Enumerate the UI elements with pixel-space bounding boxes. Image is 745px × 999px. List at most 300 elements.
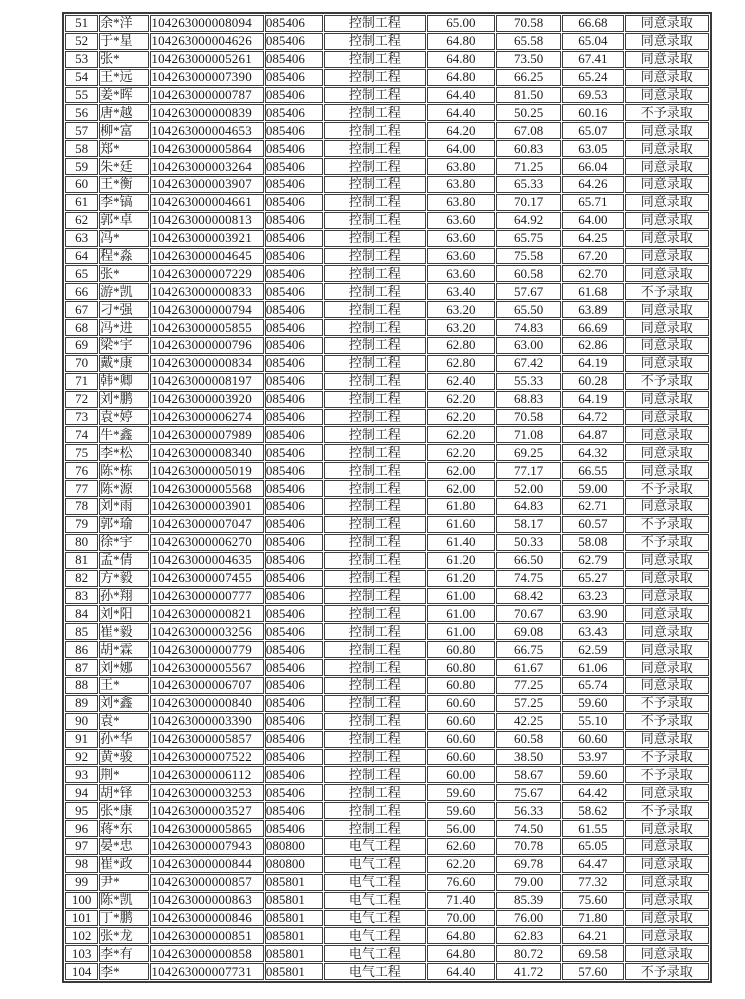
cell-candidate-name: 郭*卓 xyxy=(99,212,149,229)
table-row xyxy=(65,373,709,390)
cell-score-2: 55.33 xyxy=(496,373,561,390)
cell-row-number: 59 xyxy=(65,158,98,175)
cell-candidate-name: 梁*宇 xyxy=(99,337,149,354)
cell-major-code: 085406 xyxy=(265,355,323,372)
table-row xyxy=(65,498,709,515)
cell-score-2: 74.75 xyxy=(496,570,561,587)
cell-exam-id: 104263000000844 xyxy=(150,856,264,873)
cell-score-3: 57.60 xyxy=(562,963,623,980)
cell-row-number: 73 xyxy=(65,409,98,426)
cell-score-1: 60.80 xyxy=(427,677,495,694)
cell-score-3: 66.04 xyxy=(562,158,623,175)
cell-exam-id: 104263000007522 xyxy=(150,749,264,766)
cell-score-3: 63.90 xyxy=(562,605,623,622)
cell-major-code: 085406 xyxy=(265,373,323,390)
cell-score-3: 64.72 xyxy=(562,409,623,426)
table-row xyxy=(65,337,709,354)
cell-score-1: 61.00 xyxy=(427,588,495,605)
cell-candidate-name: 蒋*东 xyxy=(99,820,149,837)
cell-candidate-name: 方*毅 xyxy=(99,570,149,587)
cell-major-name: 控制工程 xyxy=(324,588,425,605)
cell-decision: 同意录取 xyxy=(625,355,709,372)
table-row xyxy=(65,588,709,605)
cell-score-1: 62.20 xyxy=(427,444,495,461)
cell-score-3: 62.86 xyxy=(562,337,623,354)
cell-score-1: 63.60 xyxy=(427,248,495,265)
cell-major-name: 控制工程 xyxy=(324,623,425,640)
cell-score-1: 62.20 xyxy=(427,391,495,408)
cell-exam-id: 104263000005857 xyxy=(150,731,264,748)
cell-candidate-name: 陈*源 xyxy=(99,480,149,497)
table-row xyxy=(65,194,709,211)
cell-score-3: 65.07 xyxy=(562,122,623,139)
cell-score-1: 60.80 xyxy=(427,641,495,658)
cell-candidate-name: 荆* xyxy=(99,766,149,783)
cell-score-2: 71.25 xyxy=(496,158,561,175)
cell-major-name: 控制工程 xyxy=(324,749,425,766)
cell-score-2: 41.72 xyxy=(496,963,561,980)
cell-score-3: 59.00 xyxy=(562,480,623,497)
cell-candidate-name: 刁*强 xyxy=(99,301,149,318)
cell-major-code: 085406 xyxy=(265,426,323,443)
cell-major-code: 085406 xyxy=(265,283,323,300)
table-row xyxy=(65,874,709,891)
table-row xyxy=(65,391,709,408)
cell-row-number: 72 xyxy=(65,391,98,408)
cell-row-number: 62 xyxy=(65,212,98,229)
cell-major-name: 控制工程 xyxy=(324,409,425,426)
cell-major-name: 控制工程 xyxy=(324,570,425,587)
cell-major-code: 085406 xyxy=(265,176,323,193)
cell-decision: 不予录取 xyxy=(625,373,709,390)
cell-row-number: 92 xyxy=(65,749,98,766)
cell-score-1: 63.80 xyxy=(427,176,495,193)
cell-exam-id: 104263000000813 xyxy=(150,212,264,229)
cell-major-name: 电气工程 xyxy=(324,838,425,855)
cell-score-1: 60.60 xyxy=(427,749,495,766)
cell-score-2: 70.58 xyxy=(496,15,561,32)
table-row xyxy=(65,910,709,927)
cell-exam-id: 104263000005019 xyxy=(150,462,264,479)
cell-decision: 同意录取 xyxy=(625,426,709,443)
cell-major-name: 控制工程 xyxy=(324,319,425,336)
cell-row-number: 96 xyxy=(65,820,98,837)
cell-candidate-name: 刘*娜 xyxy=(99,659,149,676)
cell-major-name: 控制工程 xyxy=(324,33,425,50)
cell-score-2: 70.58 xyxy=(496,409,561,426)
cell-candidate-name: 朱*廷 xyxy=(99,158,149,175)
cell-score-1: 64.20 xyxy=(427,122,495,139)
cell-decision: 同意录取 xyxy=(625,641,709,658)
cell-score-1: 62.80 xyxy=(427,337,495,354)
cell-candidate-name: 胡*铎 xyxy=(99,784,149,801)
cell-major-name: 电气工程 xyxy=(324,945,425,962)
cell-score-1: 76.60 xyxy=(427,874,495,891)
table-row xyxy=(65,140,709,157)
cell-decision: 同意录取 xyxy=(625,33,709,50)
cell-decision: 同意录取 xyxy=(625,784,709,801)
cell-exam-id: 104263000000794 xyxy=(150,301,264,318)
cell-score-3: 63.89 xyxy=(562,301,623,318)
cell-score-2: 69.78 xyxy=(496,856,561,873)
cell-major-name: 电气工程 xyxy=(324,856,425,873)
cell-exam-id: 104263000000777 xyxy=(150,588,264,605)
cell-exam-id: 104263000000834 xyxy=(150,355,264,372)
cell-score-2: 81.50 xyxy=(496,87,561,104)
cell-score-3: 63.23 xyxy=(562,588,623,605)
cell-score-1: 62.20 xyxy=(427,426,495,443)
cell-row-number: 78 xyxy=(65,498,98,515)
table-row xyxy=(65,659,709,676)
cell-candidate-name: 韩*卿 xyxy=(99,373,149,390)
cell-major-code: 085406 xyxy=(265,534,323,551)
cell-score-2: 65.50 xyxy=(496,301,561,318)
cell-major-code: 085406 xyxy=(265,695,323,712)
cell-exam-id: 104263000008340 xyxy=(150,444,264,461)
cell-candidate-name: 陈*凯 xyxy=(99,892,149,909)
table-row xyxy=(65,122,709,139)
cell-score-2: 58.17 xyxy=(496,516,561,533)
cell-decision: 同意录取 xyxy=(625,301,709,318)
cell-score-3: 65.74 xyxy=(562,677,623,694)
cell-major-name: 控制工程 xyxy=(324,158,425,175)
cell-candidate-name: 尹* xyxy=(99,874,149,891)
cell-major-code: 085406 xyxy=(265,713,323,730)
cell-decision: 不予录取 xyxy=(625,480,709,497)
cell-score-2: 68.83 xyxy=(496,391,561,408)
cell-score-2: 64.83 xyxy=(496,498,561,515)
cell-major-code: 085406 xyxy=(265,69,323,86)
cell-major-name: 控制工程 xyxy=(324,713,425,730)
cell-score-2: 76.00 xyxy=(496,910,561,927)
cell-score-1: 61.20 xyxy=(427,570,495,587)
cell-major-code: 085406 xyxy=(265,87,323,104)
cell-score-3: 60.60 xyxy=(562,731,623,748)
cell-score-3: 62.70 xyxy=(562,265,623,282)
table-row xyxy=(65,265,709,282)
cell-row-number: 97 xyxy=(65,838,98,855)
cell-score-1: 62.40 xyxy=(427,373,495,390)
cell-score-2: 68.42 xyxy=(496,588,561,605)
cell-exam-id: 104263000006274 xyxy=(150,409,264,426)
cell-candidate-name: 戴*康 xyxy=(99,355,149,372)
cell-decision: 同意录取 xyxy=(625,820,709,837)
table-row xyxy=(65,677,709,694)
cell-major-name: 控制工程 xyxy=(324,230,425,247)
cell-major-code: 085406 xyxy=(265,194,323,211)
cell-score-3: 59.60 xyxy=(562,695,623,712)
cell-row-number: 60 xyxy=(65,176,98,193)
cell-score-1: 60.00 xyxy=(427,766,495,783)
cell-score-1: 61.80 xyxy=(427,498,495,515)
cell-decision: 不予录取 xyxy=(625,749,709,766)
cell-score-3: 65.24 xyxy=(562,69,623,86)
cell-major-code: 085406 xyxy=(265,623,323,640)
cell-score-2: 65.33 xyxy=(496,176,561,193)
cell-exam-id: 104263000006707 xyxy=(150,677,264,694)
cell-decision: 同意录取 xyxy=(625,927,709,944)
cell-score-1: 61.20 xyxy=(427,552,495,569)
cell-score-1: 62.20 xyxy=(427,856,495,873)
table-row xyxy=(65,283,709,300)
cell-candidate-name: 刘*鹏 xyxy=(99,391,149,408)
cell-score-3: 62.59 xyxy=(562,641,623,658)
cell-exam-id: 104263000005261 xyxy=(150,51,264,68)
cell-major-name: 控制工程 xyxy=(324,301,425,318)
cell-score-1: 63.80 xyxy=(427,158,495,175)
cell-score-2: 60.83 xyxy=(496,140,561,157)
cell-row-number: 56 xyxy=(65,104,98,121)
table-row xyxy=(65,802,709,819)
cell-major-name: 控制工程 xyxy=(324,176,425,193)
cell-major-code: 085801 xyxy=(265,927,323,944)
cell-candidate-name: 刘*鑫 xyxy=(99,695,149,712)
cell-exam-id: 104263000003390 xyxy=(150,713,264,730)
cell-row-number: 104 xyxy=(65,963,98,980)
cell-major-code: 085406 xyxy=(265,588,323,605)
cell-candidate-name: 张* xyxy=(99,265,149,282)
table-row xyxy=(65,927,709,944)
cell-score-3: 69.58 xyxy=(562,945,623,962)
cell-row-number: 76 xyxy=(65,462,98,479)
cell-row-number: 98 xyxy=(65,856,98,873)
table-row xyxy=(65,230,709,247)
cell-decision: 同意录取 xyxy=(625,51,709,68)
cell-score-3: 66.69 xyxy=(562,319,623,336)
cell-major-name: 控制工程 xyxy=(324,731,425,748)
cell-score-1: 65.00 xyxy=(427,15,495,32)
cell-candidate-name: 晏*忠 xyxy=(99,838,149,855)
cell-score-2: 69.25 xyxy=(496,444,561,461)
cell-score-2: 75.67 xyxy=(496,784,561,801)
cell-exam-id: 104263000008197 xyxy=(150,373,264,390)
cell-score-1: 61.00 xyxy=(427,605,495,622)
cell-row-number: 75 xyxy=(65,444,98,461)
cell-score-2: 60.58 xyxy=(496,731,561,748)
cell-score-1: 63.80 xyxy=(427,194,495,211)
cell-candidate-name: 张* xyxy=(99,51,149,68)
cell-decision: 同意录取 xyxy=(625,140,709,157)
cell-major-name: 控制工程 xyxy=(324,194,425,211)
cell-major-name: 控制工程 xyxy=(324,802,425,819)
cell-major-name: 电气工程 xyxy=(324,963,425,980)
cell-major-code: 085406 xyxy=(265,158,323,175)
cell-row-number: 79 xyxy=(65,516,98,533)
cell-score-3: 63.05 xyxy=(562,140,623,157)
cell-score-1: 71.40 xyxy=(427,892,495,909)
cell-major-code: 085801 xyxy=(265,874,323,891)
table-row xyxy=(65,462,709,479)
cell-score-3: 64.19 xyxy=(562,391,623,408)
cell-candidate-name: 李* xyxy=(99,963,149,980)
table-row xyxy=(65,33,709,50)
cell-exam-id: 104263000003527 xyxy=(150,802,264,819)
cell-major-name: 电气工程 xyxy=(324,874,425,891)
cell-row-number: 80 xyxy=(65,534,98,551)
cell-major-name: 控制工程 xyxy=(324,87,425,104)
cell-score-3: 64.19 xyxy=(562,355,623,372)
cell-exam-id: 104263000000840 xyxy=(150,695,264,712)
cell-score-2: 42.25 xyxy=(496,713,561,730)
cell-candidate-name: 孟*倩 xyxy=(99,552,149,569)
cell-major-name: 控制工程 xyxy=(324,659,425,676)
cell-decision: 同意录取 xyxy=(625,248,709,265)
cell-score-1: 60.80 xyxy=(427,659,495,676)
cell-candidate-name: 崔*毅 xyxy=(99,623,149,640)
cell-candidate-name: 程*淼 xyxy=(99,248,149,265)
cell-score-1: 60.60 xyxy=(427,713,495,730)
cell-major-name: 控制工程 xyxy=(324,498,425,515)
cell-score-1: 64.80 xyxy=(427,927,495,944)
cell-candidate-name: 冯*进 xyxy=(99,319,149,336)
cell-decision: 同意录取 xyxy=(625,158,709,175)
cell-score-1: 64.00 xyxy=(427,140,495,157)
cell-score-3: 61.68 xyxy=(562,283,623,300)
cell-score-1: 62.80 xyxy=(427,355,495,372)
cell-major-code: 085801 xyxy=(265,945,323,962)
cell-exam-id: 104263000003921 xyxy=(150,230,264,247)
table-row xyxy=(65,963,709,980)
cell-candidate-name: 刘*阳 xyxy=(99,605,149,622)
cell-score-3: 71.80 xyxy=(562,910,623,927)
cell-exam-id: 104263000006270 xyxy=(150,534,264,551)
cell-decision: 同意录取 xyxy=(625,212,709,229)
cell-row-number: 95 xyxy=(65,802,98,819)
cell-major-name: 控制工程 xyxy=(324,820,425,837)
cell-score-1: 62.20 xyxy=(427,409,495,426)
cell-major-code: 085406 xyxy=(265,766,323,783)
cell-score-2: 74.50 xyxy=(496,820,561,837)
cell-row-number: 57 xyxy=(65,122,98,139)
cell-exam-id: 104263000004661 xyxy=(150,194,264,211)
cell-major-name: 控制工程 xyxy=(324,265,425,282)
cell-decision: 不予录取 xyxy=(625,516,709,533)
cell-major-code: 085406 xyxy=(265,552,323,569)
cell-major-code: 085406 xyxy=(265,15,323,32)
cell-row-number: 67 xyxy=(65,301,98,318)
cell-candidate-name: 柳*富 xyxy=(99,122,149,139)
table-row xyxy=(65,104,709,121)
table-row xyxy=(65,552,709,569)
cell-major-name: 控制工程 xyxy=(324,248,425,265)
cell-candidate-name: 游*凯 xyxy=(99,283,149,300)
cell-candidate-name: 唐*越 xyxy=(99,104,149,121)
cell-score-3: 60.16 xyxy=(562,104,623,121)
cell-major-code: 085406 xyxy=(265,498,323,515)
cell-row-number: 99 xyxy=(65,874,98,891)
cell-major-name: 控制工程 xyxy=(324,373,425,390)
cell-major-code: 085406 xyxy=(265,337,323,354)
cell-major-name: 电气工程 xyxy=(324,910,425,927)
cell-exam-id: 104263000007047 xyxy=(150,516,264,533)
cell-major-name: 控制工程 xyxy=(324,552,425,569)
cell-exam-id: 104263000003253 xyxy=(150,784,264,801)
cell-candidate-name: 陈*栋 xyxy=(99,462,149,479)
cell-decision: 同意录取 xyxy=(625,230,709,247)
cell-major-code: 085406 xyxy=(265,140,323,157)
cell-score-1: 61.00 xyxy=(427,623,495,640)
cell-score-2: 75.58 xyxy=(496,248,561,265)
cell-exam-id: 104263000003907 xyxy=(150,176,264,193)
cell-row-number: 84 xyxy=(65,605,98,622)
cell-score-2: 60.58 xyxy=(496,265,561,282)
cell-decision: 不予录取 xyxy=(625,283,709,300)
cell-major-name: 控制工程 xyxy=(324,337,425,354)
cell-major-code: 085406 xyxy=(265,802,323,819)
cell-major-name: 控制工程 xyxy=(324,391,425,408)
cell-candidate-name: 姜*晖 xyxy=(99,87,149,104)
cell-major-name: 控制工程 xyxy=(324,695,425,712)
table-row xyxy=(65,570,709,587)
cell-score-2: 73.50 xyxy=(496,51,561,68)
cell-score-1: 62.00 xyxy=(427,462,495,479)
cell-decision: 同意录取 xyxy=(625,444,709,461)
cell-decision: 同意录取 xyxy=(625,856,709,873)
cell-score-3: 64.26 xyxy=(562,176,623,193)
cell-exam-id: 104263000006112 xyxy=(150,766,264,783)
cell-decision: 同意录取 xyxy=(625,659,709,676)
cell-major-name: 控制工程 xyxy=(324,426,425,443)
cell-major-code: 085406 xyxy=(265,319,323,336)
cell-decision: 同意录取 xyxy=(625,910,709,927)
cell-score-2: 79.00 xyxy=(496,874,561,891)
cell-decision: 同意录取 xyxy=(625,194,709,211)
cell-row-number: 55 xyxy=(65,87,98,104)
cell-major-code: 085406 xyxy=(265,784,323,801)
cell-major-code: 085406 xyxy=(265,230,323,247)
cell-score-3: 62.71 xyxy=(562,498,623,515)
cell-row-number: 68 xyxy=(65,319,98,336)
cell-major-name: 电气工程 xyxy=(324,927,425,944)
cell-major-code: 085406 xyxy=(265,516,323,533)
cell-row-number: 101 xyxy=(65,910,98,927)
cell-score-1: 63.60 xyxy=(427,230,495,247)
cell-score-3: 75.60 xyxy=(562,892,623,909)
cell-score-1: 59.60 xyxy=(427,802,495,819)
cell-decision: 不予录取 xyxy=(625,802,709,819)
cell-candidate-name: 丁*鹏 xyxy=(99,910,149,927)
table-row xyxy=(65,856,709,873)
cell-candidate-name: 李*有 xyxy=(99,945,149,962)
cell-major-name: 控制工程 xyxy=(324,534,425,551)
cell-exam-id: 104263000008094 xyxy=(150,15,264,32)
table-row xyxy=(65,713,709,730)
table-row xyxy=(65,820,709,837)
cell-major-name: 控制工程 xyxy=(324,51,425,68)
table-row xyxy=(65,444,709,461)
cell-score-3: 58.08 xyxy=(562,534,623,551)
cell-row-number: 64 xyxy=(65,248,98,265)
cell-score-1: 63.20 xyxy=(427,319,495,336)
cell-row-number: 77 xyxy=(65,480,98,497)
cell-major-code: 085801 xyxy=(265,963,323,980)
cell-major-code: 085406 xyxy=(265,677,323,694)
cell-score-3: 61.55 xyxy=(562,820,623,837)
cell-score-3: 63.43 xyxy=(562,623,623,640)
cell-major-code: 085406 xyxy=(265,570,323,587)
cell-major-code: 085406 xyxy=(265,212,323,229)
table-row xyxy=(65,51,709,68)
table-row xyxy=(65,15,709,32)
table-row xyxy=(65,945,709,962)
cell-exam-id: 104263000005568 xyxy=(150,480,264,497)
cell-score-2: 77.17 xyxy=(496,462,561,479)
cell-exam-id: 104263000003901 xyxy=(150,498,264,515)
cell-exam-id: 104263000005567 xyxy=(150,659,264,676)
cell-score-2: 67.42 xyxy=(496,355,561,372)
cell-score-2: 69.08 xyxy=(496,623,561,640)
cell-major-code: 085406 xyxy=(265,444,323,461)
